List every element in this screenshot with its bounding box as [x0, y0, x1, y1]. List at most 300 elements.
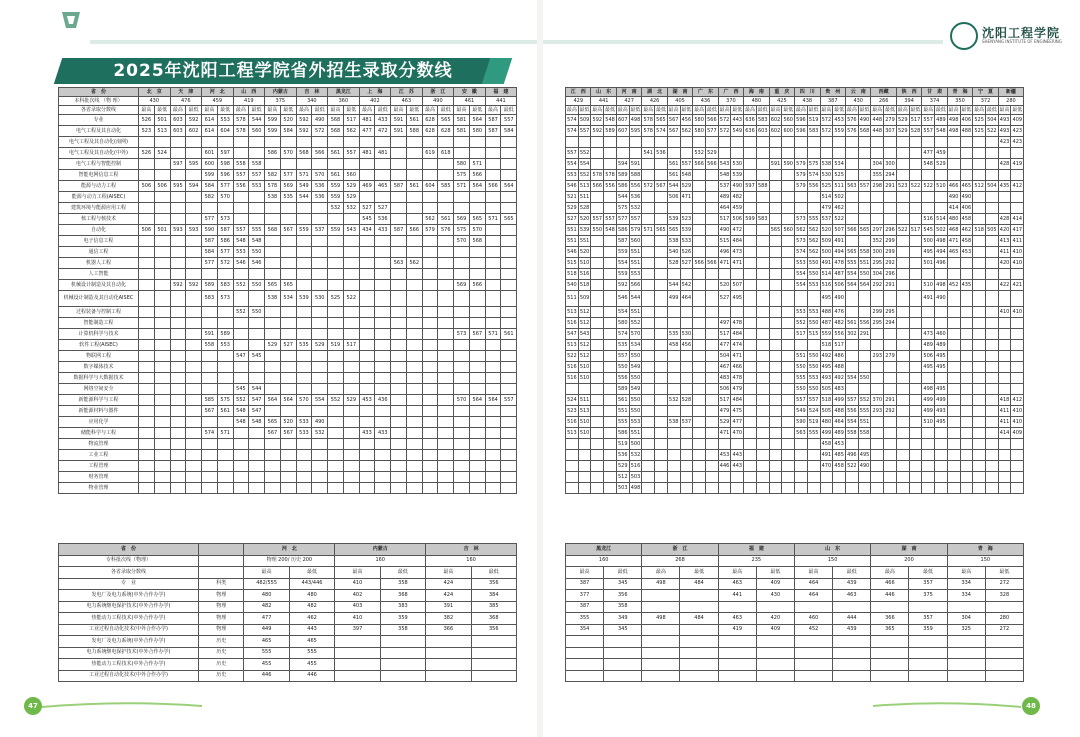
table-cell: 572 [217, 258, 233, 269]
table-cell [154, 340, 170, 351]
table-cell: 593 [170, 225, 186, 236]
table-cell: 553 [629, 269, 642, 280]
table-cell: 472 [375, 126, 391, 137]
table-cell: 财务管理 [59, 472, 139, 483]
table-cell: 最高 [139, 106, 155, 115]
table-cell [312, 461, 328, 472]
table-cell [154, 384, 170, 395]
table-cell: 557 [807, 395, 820, 406]
table-cell [422, 269, 438, 280]
table-cell [795, 148, 808, 159]
table-cell [170, 148, 186, 159]
table-row [566, 340, 1024, 351]
table-cell: 484 [731, 329, 744, 340]
table-cell: 发电厂及电力系统(中外合作办学) [59, 590, 199, 602]
table-cell: 577 [616, 214, 629, 225]
table-cell [249, 329, 265, 340]
table-cell: 江 苏 [391, 88, 423, 97]
table-cell [604, 395, 617, 406]
table-cell: 585 [202, 395, 218, 406]
table-cell: 528 [680, 395, 693, 406]
table-cell [795, 137, 808, 148]
table-cell: 517 [909, 225, 922, 236]
table-cell [935, 203, 948, 214]
table-cell [667, 269, 680, 280]
table-cell [186, 192, 202, 203]
table-cell [485, 203, 501, 214]
table-cell [744, 472, 757, 483]
table-cell [249, 428, 265, 439]
table-cell [845, 214, 858, 225]
table-cell: 514 [935, 214, 948, 225]
table-cell [217, 461, 233, 472]
table-cell [296, 203, 312, 214]
table-cell: 410 [1011, 406, 1024, 417]
table-cell: 488 [820, 307, 833, 318]
table-cell [485, 148, 501, 159]
table-cell: 564 [485, 395, 501, 406]
table-cell: 572 [718, 126, 731, 137]
table-cell [406, 395, 422, 406]
table-cell: 最高 [454, 106, 470, 115]
table-cell [985, 472, 998, 483]
table-cell [858, 148, 871, 159]
table-cell [807, 340, 820, 351]
table-row [566, 126, 1024, 137]
table-row [566, 647, 1024, 659]
table-cell [884, 291, 897, 307]
table-cell [233, 291, 249, 307]
table-cell [947, 373, 960, 384]
table-cell: 354 [566, 624, 604, 636]
table-cell [985, 647, 1023, 659]
table-cell: 软件工程(AISEC) [59, 340, 139, 351]
table-cell [756, 636, 794, 648]
table-cell [454, 247, 470, 258]
table-cell [469, 351, 485, 362]
table-cell: 563 [391, 258, 407, 269]
table-cell [139, 450, 155, 461]
table-cell: 510 [578, 428, 591, 439]
table-cell: 物理 [199, 590, 244, 602]
table-cell: 535 [616, 340, 629, 351]
table-cell: 520 [280, 417, 296, 428]
table-cell: 436 [375, 395, 391, 406]
table-cell [680, 406, 693, 417]
table-cell: 488 [833, 406, 846, 417]
table-cell [680, 670, 718, 682]
table-cell [1011, 362, 1024, 373]
table-cell: 506 [139, 181, 155, 192]
table-cell [280, 137, 296, 148]
table-cell [655, 214, 668, 225]
table-cell [217, 307, 233, 318]
table-cell: 446 [289, 670, 334, 682]
table-cell [312, 307, 328, 318]
table-cell: 548 [680, 170, 693, 181]
table-row [59, 340, 517, 351]
table-cell: 405 [667, 97, 692, 106]
table-cell [884, 450, 897, 461]
table-cell [960, 362, 973, 373]
table-cell: 最高 [566, 106, 577, 113]
table-cell [769, 269, 782, 280]
table-cell [170, 214, 186, 225]
table-cell: 603 [170, 115, 186, 126]
table-cell: 523 [566, 406, 579, 417]
table-cell: 591 [629, 159, 642, 170]
table-cell [896, 192, 909, 203]
table-cell [249, 214, 265, 225]
table-cell [756, 192, 769, 203]
table-cell [705, 318, 718, 329]
table-cell [693, 362, 706, 373]
table-cell [566, 137, 579, 148]
table-cell [960, 417, 973, 428]
table-cell [667, 439, 680, 450]
table-cell: 安 徽 [454, 88, 486, 97]
table-cell: 554 [312, 395, 328, 406]
table-cell [909, 670, 947, 682]
table-cell: 563 [845, 181, 858, 192]
table-cell: 604 [217, 126, 233, 137]
table-cell: 298 [871, 181, 884, 192]
right-bottom-table [565, 543, 1024, 682]
table-cell: 441 [718, 590, 756, 602]
table-cell: 383 [380, 601, 425, 613]
table-cell: 604 [422, 181, 438, 192]
table-cell: 586 [217, 236, 233, 247]
table-cell [186, 307, 202, 318]
table-cell [693, 428, 706, 439]
table-cell [438, 340, 454, 351]
table-cell [616, 148, 629, 159]
table-cell [947, 406, 960, 417]
table-cell: 461 [454, 97, 486, 106]
table-cell: 441 [485, 97, 517, 106]
table-cell [985, 450, 998, 461]
table-cell: 565 [655, 115, 668, 126]
table-cell: 150 [794, 555, 870, 567]
table-cell [296, 450, 312, 461]
table-cell: 545 [359, 214, 375, 225]
table-cell [705, 340, 718, 351]
table-cell [693, 472, 706, 483]
table-row [566, 280, 1024, 291]
table-cell: 414 [947, 203, 960, 214]
table-cell [680, 373, 693, 384]
table-cell: 595 [629, 126, 642, 137]
table-cell [960, 450, 973, 461]
table-cell [985, 269, 998, 280]
table-cell: 471 [718, 428, 731, 439]
table-cell [960, 258, 973, 269]
table-cell: 579 [795, 181, 808, 192]
table-cell: 福 建 [485, 88, 517, 97]
table-cell: 291 [858, 329, 871, 340]
table-cell [139, 428, 155, 439]
table-cell [718, 307, 731, 318]
table-cell [756, 137, 769, 148]
table-cell: 515 [566, 258, 579, 269]
table-cell: 160 [566, 555, 642, 567]
table-cell [998, 269, 1011, 280]
table-cell: 357 [909, 613, 947, 625]
table-cell: 428 [998, 159, 1011, 170]
table-cell [655, 351, 668, 362]
table-cell: 四 川 [795, 88, 820, 97]
table-cell [833, 659, 871, 671]
table-cell [604, 636, 642, 648]
table-cell [973, 439, 986, 450]
table-cell: 589 [202, 280, 218, 291]
table-cell [438, 318, 454, 329]
table-cell [391, 280, 407, 291]
table-cell [422, 307, 438, 318]
table-cell [249, 483, 265, 494]
table-cell [884, 384, 897, 395]
table-row [59, 291, 517, 307]
table-cell: 532 [693, 148, 706, 159]
table-cell: 359 [380, 613, 425, 625]
table-cell: 479 [820, 203, 833, 214]
table-cell: 358 [604, 601, 642, 613]
table-cell [896, 318, 909, 329]
table-cell: 489 [935, 115, 948, 126]
table-cell [807, 148, 820, 159]
table-cell: 物理 200/ 历史 200 [244, 555, 335, 567]
table-cell [469, 461, 485, 472]
table-cell [744, 406, 757, 417]
table-cell [642, 395, 655, 406]
table-cell [391, 148, 407, 159]
table-cell [693, 395, 706, 406]
table-cell: 423 [1011, 126, 1024, 137]
table-cell [731, 483, 744, 494]
table-cell: 448 [871, 115, 884, 126]
table-cell [604, 659, 642, 671]
table-cell [591, 406, 604, 417]
table-cell [265, 483, 281, 494]
table-cell [469, 307, 485, 318]
table-cell: 575 [454, 225, 470, 236]
school-name: 沈阳工程学院 [982, 26, 1061, 40]
table-cell: 557 [501, 115, 517, 126]
table-cell: 最低 [859, 106, 870, 113]
table-cell [973, 214, 986, 225]
table-cell [985, 428, 998, 439]
table-cell: 518 [820, 395, 833, 406]
table-cell [871, 647, 909, 659]
table-cell: 529 [896, 126, 909, 137]
table-cell: 527 [718, 291, 731, 307]
table-cell [655, 439, 668, 450]
table-cell [947, 269, 960, 280]
table-cell [871, 192, 884, 203]
table-cell [858, 351, 871, 362]
table-cell [667, 362, 680, 373]
table-cell: 数据科学与大数据技术 [59, 373, 139, 384]
table-cell [833, 137, 846, 148]
table-cell [139, 395, 155, 406]
table-cell [655, 269, 668, 280]
table-cell [422, 461, 438, 472]
table-cell [501, 461, 517, 472]
table-cell: 517 [343, 115, 359, 126]
table-cell [139, 269, 155, 280]
table-cell: 458 [960, 214, 973, 225]
table-cell: 最低 [154, 106, 170, 115]
table-cell [642, 636, 680, 648]
table-cell [718, 148, 731, 159]
table-cell: 592 [616, 280, 629, 291]
table-cell: 597 [744, 181, 757, 192]
table-cell: 583 [756, 115, 769, 126]
table-cell [998, 373, 1011, 384]
table-cell [406, 417, 422, 428]
table-cell: 572 [312, 126, 328, 137]
table-cell: 496 [845, 450, 858, 461]
table-cell [871, 373, 884, 384]
table-cell: 529 [680, 181, 693, 192]
table-cell [471, 647, 516, 659]
table-cell: 最高 [359, 106, 375, 115]
table-cell [680, 590, 718, 602]
table-cell [335, 670, 380, 682]
table-cell [642, 214, 655, 225]
table-cell [485, 439, 501, 450]
table-cell: 455 [289, 659, 334, 671]
table-cell [985, 384, 998, 395]
table-cell: 548 [233, 417, 249, 428]
table-cell: 最低 [630, 106, 641, 113]
table-cell: 537 [680, 417, 693, 428]
table-cell [186, 351, 202, 362]
table-cell [718, 659, 756, 671]
table-cell [375, 170, 391, 181]
table-cell: 549 [731, 126, 744, 137]
table-cell: 最高 [947, 567, 985, 579]
table-cell: 570 [217, 192, 233, 203]
table-cell: 最高 [296, 106, 312, 115]
table-cell [947, 450, 960, 461]
table-cell: 516 [629, 461, 642, 472]
table-cell: 160 [426, 555, 517, 567]
table-cell [186, 203, 202, 214]
table-cell [375, 192, 391, 203]
table-cell [139, 192, 155, 203]
table-cell [186, 170, 202, 181]
table-cell: 443 [731, 450, 744, 461]
table-cell [935, 318, 948, 329]
table-cell: 533 [296, 417, 312, 428]
table-cell [909, 269, 922, 280]
table-cell: 510 [922, 280, 935, 291]
table-cell [705, 280, 718, 291]
table-cell: 374 [922, 97, 947, 106]
table-cell: 547 [566, 329, 579, 340]
table-cell [845, 483, 858, 494]
table-row [566, 159, 1024, 170]
table-cell [947, 291, 960, 307]
table-cell: 406 [960, 115, 973, 126]
table-cell [501, 170, 517, 181]
table-cell: 465 [947, 247, 960, 258]
table-cell: 机械设计制造及其自动化AISEC [59, 291, 139, 307]
table-cell [154, 395, 170, 406]
table-cell: 556 [629, 181, 642, 192]
table-cell [756, 428, 769, 439]
table-cell: 368 [380, 590, 425, 602]
table-cell [884, 428, 897, 439]
table-cell: 578 [591, 170, 604, 181]
table-cell [312, 450, 328, 461]
table-cell [782, 269, 795, 280]
table-cell: 482 [731, 192, 744, 203]
table-cell [769, 450, 782, 461]
table-cell [186, 428, 202, 439]
table-cell [186, 291, 202, 307]
table-cell: 561 [406, 181, 422, 192]
table-cell: 527 [375, 203, 391, 214]
table-cell: 省 份 [59, 544, 199, 556]
table-cell: 553 [795, 258, 808, 269]
table-cell: 555 [795, 373, 808, 384]
table-cell: 534 [833, 159, 846, 170]
table-cell: 356 [471, 624, 516, 636]
table-cell: 515 [718, 236, 731, 247]
table-cell [296, 483, 312, 494]
table-cell: 423 [1011, 137, 1024, 148]
table-cell [186, 148, 202, 159]
table-cell: 340 [296, 97, 328, 106]
table-cell [896, 428, 909, 439]
table-cell [960, 137, 973, 148]
table-cell [616, 137, 629, 148]
table-cell: 334 [947, 590, 985, 602]
table-cell: 536 [375, 214, 391, 225]
table-cell [359, 329, 375, 340]
table-cell [328, 373, 344, 384]
table-cell: 546 [233, 258, 249, 269]
table-cell [705, 329, 718, 340]
table-cell: 最高 [643, 106, 654, 113]
table-cell: 568 [328, 126, 344, 137]
table-cell: 586 [265, 148, 281, 159]
table-cell [960, 472, 973, 483]
table-cell [744, 384, 757, 395]
table-cell: 历史 [199, 647, 244, 659]
table-cell: 458 [833, 461, 846, 472]
table-cell [756, 417, 769, 428]
table-cell [960, 170, 973, 181]
table-cell: 304 [947, 613, 985, 625]
table-cell: 最高 [426, 567, 471, 579]
table-cell: 511 [833, 181, 846, 192]
table-cell [922, 307, 935, 318]
table-cell [655, 373, 668, 384]
table-cell: 511 [566, 291, 579, 307]
table-cell [896, 384, 909, 395]
table-cell [485, 247, 501, 258]
table-cell [782, 395, 795, 406]
table-cell: 568 [265, 225, 281, 236]
table-cell [406, 461, 422, 472]
table-cell: 456 [680, 115, 693, 126]
table-cell: 549 [629, 362, 642, 373]
table-cell [985, 236, 998, 247]
table-row [566, 269, 1024, 280]
